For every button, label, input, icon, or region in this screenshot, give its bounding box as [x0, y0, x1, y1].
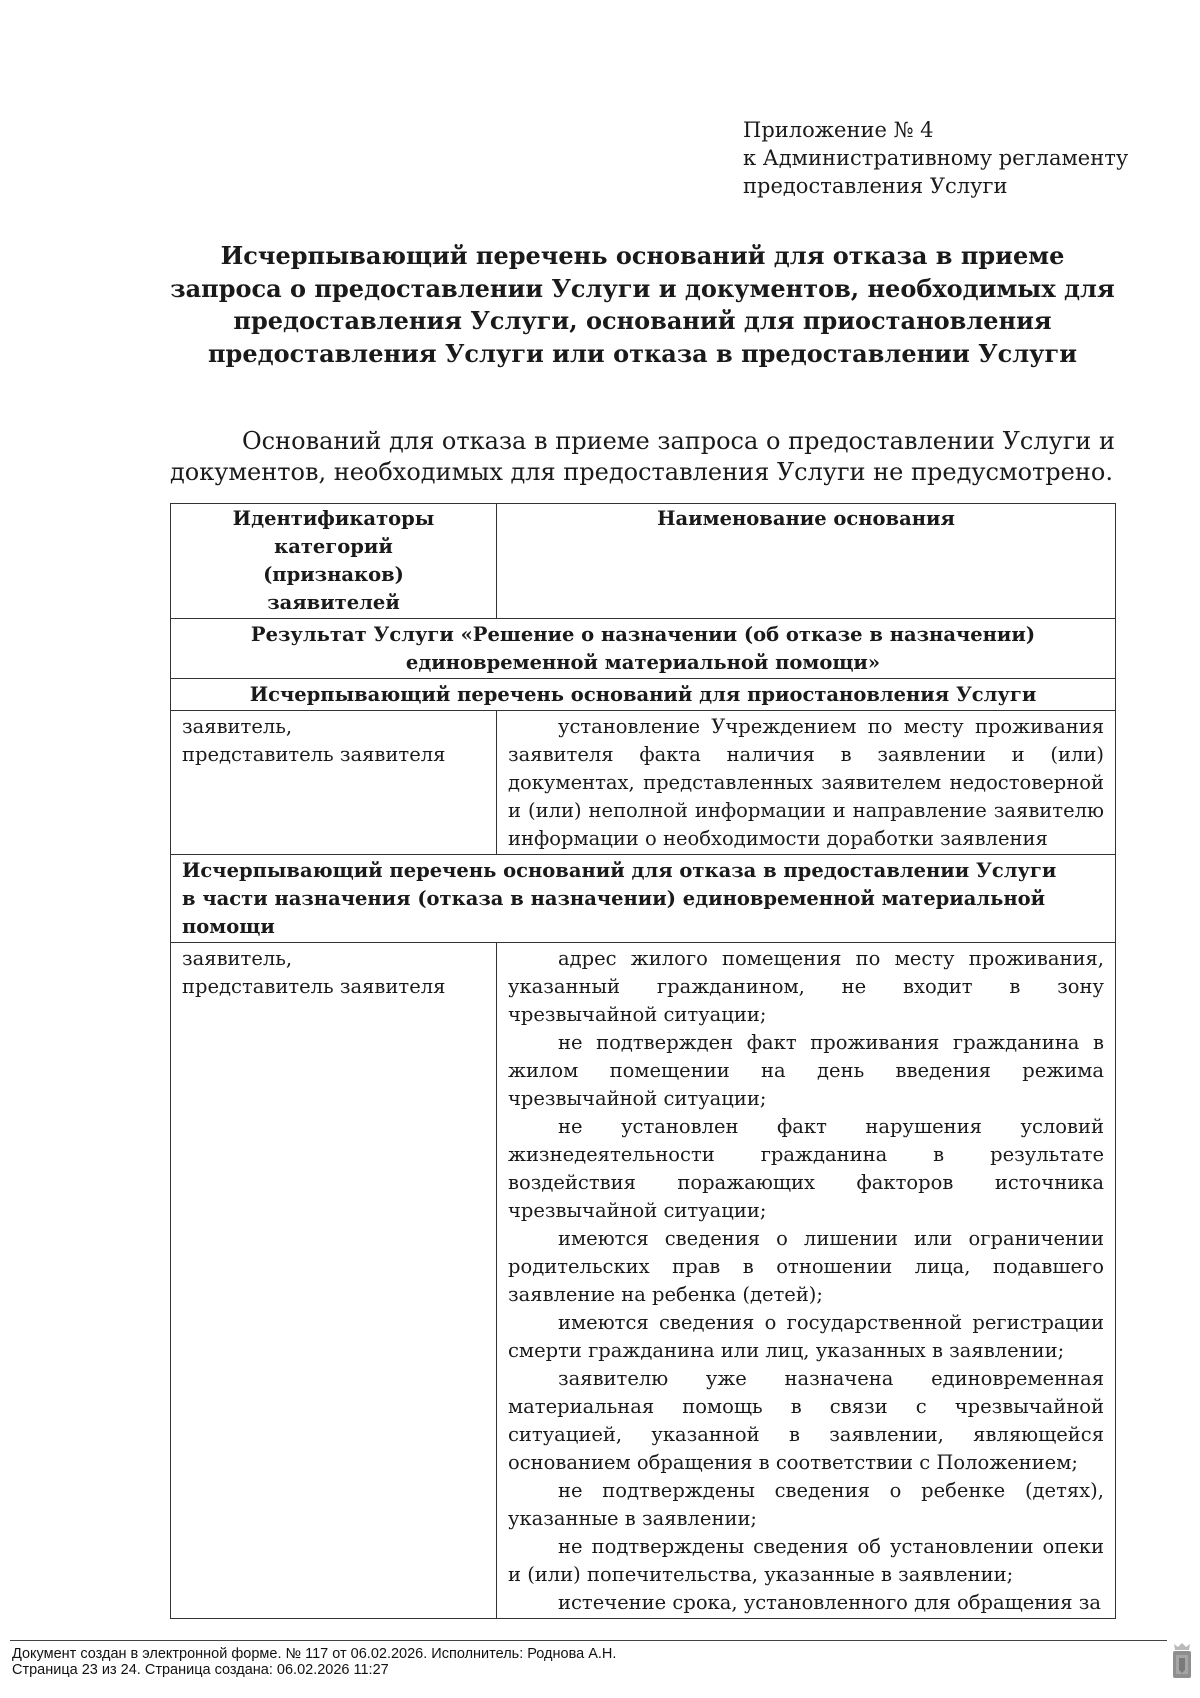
table-row — [171, 711, 1116, 855]
header-applicant-ids-line: (признаков) — [263, 563, 404, 586]
footer-document-info: Документ создан в электронной форме. № 117 от 06.02.2026. Исполнитель: Роднова А.Н. — [12, 1646, 617, 1662]
refusal-reason: не подтвержден факт проживания гражданина в жилом помещении на день введения режима чрезвычайной ситуации; — [508, 1031, 1104, 1110]
refusal-header-line: Исчерпывающий перечень оснований для отказа в предоставлении Услуги — [182, 859, 1057, 882]
refusal-reasons-cell — [497, 943, 1116, 1619]
refusal-applicants — [171, 943, 497, 1619]
applicant-line: представитель заявителя — [182, 975, 446, 998]
refusal-header-row — [171, 855, 1116, 943]
refusal-reason: истечение срока, установленного для обращения за — [558, 1591, 1102, 1614]
applicant-line: представитель заявителя — [182, 743, 446, 766]
header-ground-name: Наименование основания — [497, 504, 1116, 619]
refusal-reason: не подтверждены сведения о ребенке (детях), указанные в заявлении; — [508, 1479, 1104, 1530]
refusal-reason: адрес жилого помещения по месту проживания, указанный гражданином, не входит в зону чрезвычайной ситуации; — [508, 947, 1104, 1026]
suspension-reason-cell — [497, 711, 1116, 855]
suspension-reason: установление Учреждением по месту проживания заявителя факта наличия в заявлении и (или) документах, представленных заявителем недостоверной и (или) неполной информации и направление заявителю информации о необходимости доработки заявления — [508, 715, 1104, 850]
refusal-reason: заявителю уже назначена единовременная материальная помощь в связи с чрезвычайной ситуацией, указанной в заявлении, являющейся основанием обращения в соответствии с Положением; — [508, 1367, 1104, 1474]
refusal-reason: не установлен факт нарушения условий жизнедеятельности гражданина в результате воздействия поражающих факторов источника чрезвычайной ситуации; — [508, 1115, 1104, 1222]
header-applicant-ids-line: Идентификаторы — [232, 507, 435, 530]
result-row — [171, 619, 1116, 679]
refusal-header-line: в части назначения (отказа в назначении) единовременной материальной помощи — [182, 887, 1046, 938]
appendix-note — [743, 116, 1129, 200]
suspension-applicants — [171, 711, 497, 855]
header-applicant-ids-line: категорий — [274, 535, 393, 558]
suspension-header-row — [171, 679, 1116, 711]
header-applicant-ids — [171, 504, 497, 619]
appendix-number: Приложение № 4 — [743, 118, 934, 142]
appendix-subject: предоставления Услуги — [743, 174, 1008, 198]
appendix-reference: к Административному регламенту — [743, 146, 1129, 170]
table-header-row — [171, 504, 1116, 619]
refusal-header — [171, 855, 1116, 943]
footer-divider — [10, 1640, 1167, 1641]
header-applicant-ids-line: заявителей — [267, 591, 400, 614]
grounds-table — [170, 503, 1116, 1619]
result-title-line: единовременной материальной помощи» — [405, 651, 881, 674]
intro-paragraph: Оснований для отказа в приеме запроса о предоставлении Услуги и документов, необходимых для предоставления Услуги не предусмотрено. — [170, 427, 1115, 486]
applicant-line: заявитель, — [182, 947, 293, 970]
result-title — [171, 619, 1116, 679]
refusal-reason: не подтверждены сведения об установлении опеки и (или) попечительства, указанные в заявлении; — [508, 1535, 1104, 1586]
document-footer — [12, 1646, 616, 1678]
coat-of-arms-icon — [1171, 1641, 1193, 1681]
table-row — [171, 943, 1116, 1619]
document-title: Исчерпывающий перечень оснований для отказа в приеме запроса о предоставлении Услуги и документов, необходимых для предоставления Услуги, оснований для приостановления предоставления Услуги или отказа в предоставлении Услуги — [170, 241, 1115, 368]
refusal-reason: имеются сведения о государственной регистрации смерти гражданина или лиц, указанных в заявлении; — [508, 1311, 1104, 1362]
suspension-header: Исчерпывающий перечень оснований для приостановления Услуги — [171, 679, 1116, 711]
applicant-line: заявитель, — [182, 715, 293, 738]
result-title-line: Результат Услуги «Решение о назначении (об отказе в назначении) — [250, 623, 1036, 646]
refusal-reason: имеются сведения о лишении или ограничении родительских прав в отношении лица, подавшего заявление на ребенка (детей); — [508, 1227, 1104, 1306]
footer-page-info: Страница 23 из 24. Страница создана: 06.02.2026 11:27 — [12, 1662, 389, 1678]
